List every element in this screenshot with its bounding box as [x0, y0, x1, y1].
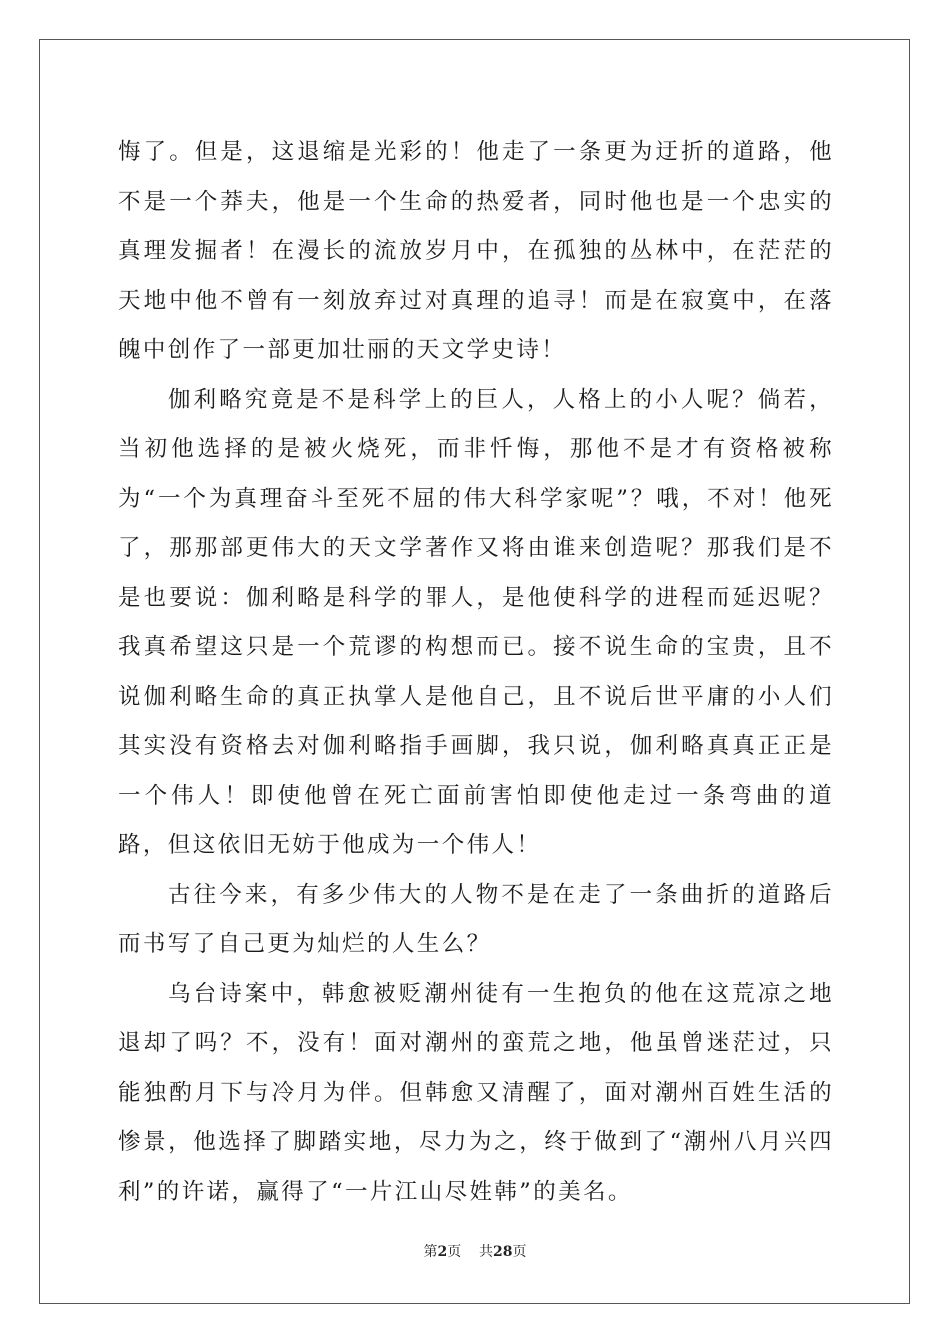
paragraph-3: 古往今来，有多少伟大的人物不是在走了一条曲折的道路后而书写了自己更为灿烂的人生么？ — [118, 881, 834, 957]
page-footer — [0, 1242, 950, 1262]
paragraph-4: 乌台诗案中，韩愈被贬潮州徒有一生抱负的他在这荒凉之地退却了吗？不，没有！面对潮州的蛮荒之地，他虽曾迷茫过，只能独酌月下与冷月为伴。但韩愈又清醒了，面对潮州百姓生活的惨景，他选择了脚踏实地，尽力为之，终于做到了“潮州八月兴四利”的许诺，赢得了“一片江山尽姓韩”的美名。 — [118, 980, 834, 1205]
paragraph-1: 悔了。但是，这退缩是光彩的！他走了一条更为迂折的道路，他不是一个莽夫，他是一个生命的热爱者，同时他也是一个忠实的真理发掘者！在漫长的流放岁月中，在孤独的丛林中，在茫茫的天地中他不曾有一刻放弃过对真理的追寻！而是在寂寞中，在落魄中创作了一部更加壮丽的天文学史诗！ — [118, 139, 834, 363]
page-number: 2 — [437, 1244, 448, 1260]
page-prefix: 第 — [423, 1244, 438, 1260]
total-pages: 28 — [493, 1244, 513, 1260]
paragraph-2: 伽利略究竟是不是科学上的巨人，人格上的小人呢？倘若，当初他选择的是被火烧死，而非忏悔，那他不是才有资格被称为“一个为真理奋斗至死不屈的伟大科学家呢”？哦，不对！他死了，那那部更伟大的天文学著作又将由谁来创造呢？那我们是不是也要说：伽利略是科学的罪人，是他使科学的进程而延迟呢？我真希望这只是一个荒谬的构想而已。接不说生命的宝贵，且不说伽利略生命的真正执掌人是他自己，且不说后世平庸的小人们其实没有资格去对伽利略指手画脚，我只说，伽利略真真正正是一个伟人！即使他曾在死亡面前害怕即使他走过一条弯曲的道路，但这依旧无妨于他成为一个伟人！ — [118, 386, 834, 858]
total-suffix: 页 — [512, 1244, 527, 1260]
total-prefix: 共 — [479, 1244, 494, 1260]
page-suffix: 页 — [447, 1244, 462, 1260]
document-body — [118, 128, 834, 1217]
